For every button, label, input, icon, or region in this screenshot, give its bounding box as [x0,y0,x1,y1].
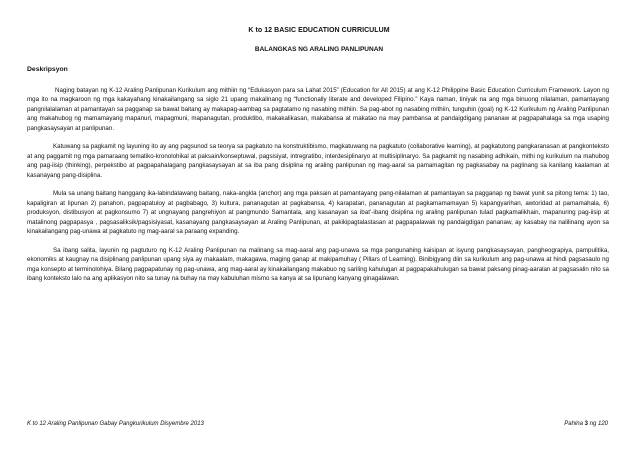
page-prefix: Pahina [564,421,585,427]
document-subtitle: BALANGKAS NG ARALING PANLIPUNAN [254,46,384,53]
page-number: 3 [584,421,588,427]
footer-page-indicator [564,421,608,427]
paragraph: Naging batayan ng K-12 Araling Panlipunan Kurikulum ang mithiin ng “Edukasyon para sa Lahat 2015” (Education for All 2015) at ang K-12 Philippine Basic Education Curriculum Framework. Layon ng mga ito na magkaroon ng mga kakayahang kinakailangang sa siglo 21 upang makalinang ng “functionally literate and developed Filipino.” Kaya naman, tiniyak na ang mga binuong nilalaman, pamantayang pangnilalalaman at pamantayan sa pagganap sa bawat baitang ay makapag-aambag sa pagtatamo ng nasabing mithiin. Sa pag-abot ng nasabing mithiin, tunguhin (goal) ng K-12 Kurikulum ng Araling Panlipunan ang makahubog ng mamamayang mapanuri, mapagmuni, mapanagutan, produktibo, makakalikasan, makabansa at makatao na may pambansa at pandaigdigang pananaw at pagpapahalaga sa mga usaping pangkasaysayan at panlipunan. [27,87,609,132]
document-title: K to 12 BASIC EDUCATION CURRICULUM [248,27,390,34]
footer-document-label: K to 12 Araling Panlipunan Gabay Pangkurikulum Disyembre 2013 [27,421,204,427]
paragraph: Sa ibang salita, layunin ng pagtuturo ng K-12 Araling Panlipunan na malinang sa mag-aaral ang pag-unawa sa mga pangunahing kaisipan at isyung pangkasaysayan, pangheograpiya, pampulitika, ekonomiks at kaugnay na disiplinang panlipunan upang siya ay makaalam, makagawa, maging ganap at makipamuhay ( Pillars of Learning). Binibigyang diin sa kurikulum ang pag-unawa at hindi pagsasaulo ng mga konsepto at terminolohiya. Bilang pagpapatunay ng pag-unawa, ang mag-aaral ay kinakailangang makabuo ng sariling kahulugan at pagpapakahulugan sa bawat paksang pinag-aaralan at pagsasalin nito sa ibang konteksto lalo na ang aplikasyon nito sa tunay na buhay na may kabuluhan mismo sa kanya at sa lipunang kanyang ginagalawan. [27,246,609,283]
paragraph: Katuwang sa pagkamit ng layuning ito ay ang pagsunod sa teorya sa pagkatuto na konstruktibismo, magkatuwang na pagkatuto (collaborative learning), at pagkatutong pangkaranasan at pangkonteksto at ang paggamit ng mga pamaraang tematiko-kronolohikal at paksain/konseptuwal, pagsisiyat, intregratibo, interdesiplinaryo at multisiplinaryo. Sa pagkamit ng nasabing adhikain, mithi ng kurikulum na mahubog ang pag-iisip (thinking), perpekstibo at pagpapahalagang pangkasaysayan at sa iba pang disiplina ng araling panlipunan ng mag-aaral sa pamamagitan ng pagkasabay na paglinang sa kanilang kaalaman at kasanayang pang-disiplina. [27,143,609,179]
body-text [27,86,609,293]
section-heading: Deskripsyon [27,66,68,73]
page-suffix: ng 120 [587,421,608,427]
paragraph: Mula sa unang baitang hanggang ika-labindalawang baitang, naka-angkla (anchor) ang mga paksain at pamantayang pang-nilalaman at pamantayan sa pagganap ng bawat yunit sa pitong tema: 1) tao, kapaligiran at lipunan 2) panahon, pagpapatuloy at pagbabago, 3) kultura, pananagutan at pagkabansa, 4) karapatan, pananagutan at pagkamamamayan 5) kapangyarihan, awtoridad at pamamahala, 6) produksyon, distibusyon at pagkonsumo 7) at ungnayang pangrehiyon at pangmundo Samantala, ang kasanayan sa ibat’-ibang disiplina ng araling panlipunan tulad pagkamalikhain, mapanuring pag-iisip at matalinong pagpapasya , pagsasaliksik/pagsisiyasat, kasanayang pangkasaysayan at Araling Panlipunan, at pakikipagtalastasan at pagpapalawak ng pandaigdigan pananaw, ay kasabay na nalilinang ayon sa kinakailangang pag-unawa at pagkatuto ng mag-aaral sa paraang expanding. [27,190,609,236]
